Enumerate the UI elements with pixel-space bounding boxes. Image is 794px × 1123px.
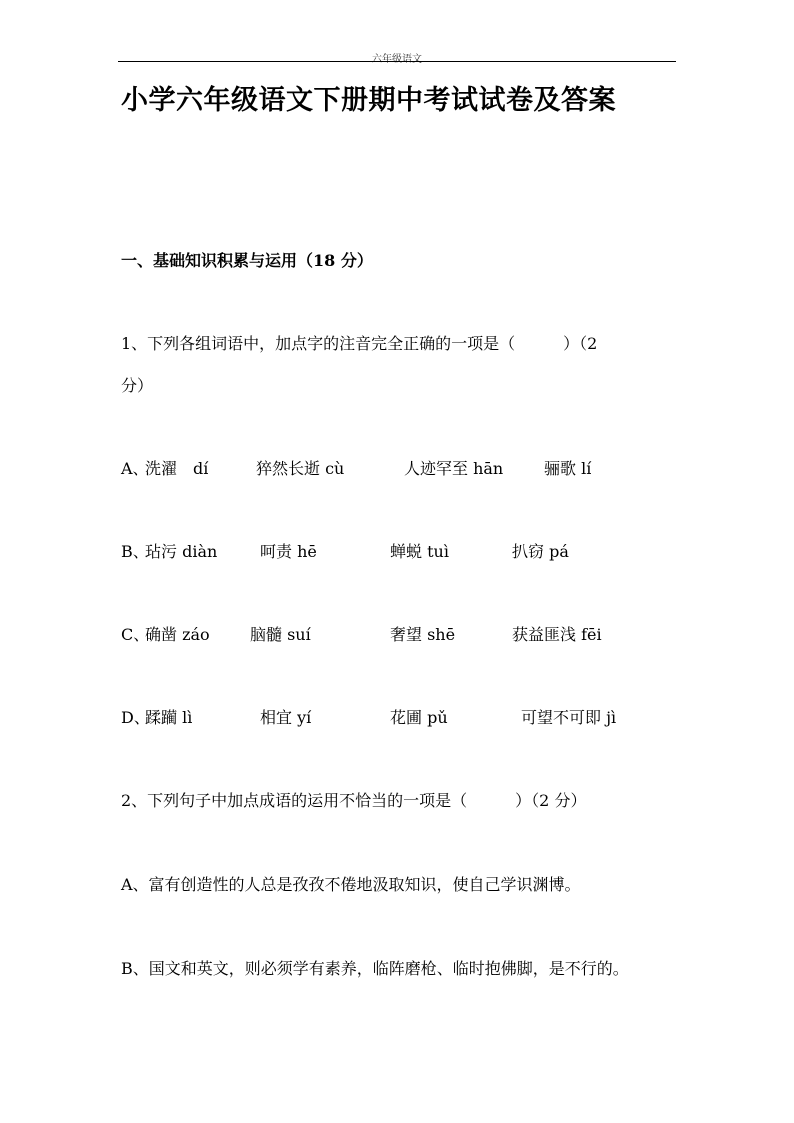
question-2-stem: 2、下列句子中加点成语的运用不恰当的一项是（ ）（2 分） xyxy=(121,791,587,810)
option-item: 人迹罕至 hān xyxy=(404,459,504,478)
header-rule xyxy=(118,61,676,62)
question-2-option-b: B、国文和英文，则必须学有素养，临阵磨枪、临时抱佛脚，是不行的。 xyxy=(121,959,629,978)
option-item: 确凿 záo xyxy=(145,625,210,644)
option-item: 蝉蜕 tuì xyxy=(390,542,449,561)
option-item: 呵责 hē xyxy=(260,542,317,561)
option-label: D、 xyxy=(121,708,150,727)
option-item: 猝然长逝 cù xyxy=(256,459,345,478)
option-item: 相宜 yí xyxy=(260,708,312,727)
option-item: 洗濯 dí xyxy=(145,459,209,478)
option-label: C、 xyxy=(121,625,150,644)
option-item: 玷污 diàn xyxy=(145,542,218,561)
option-item: 花圃 pǔ xyxy=(390,708,448,727)
option-item: 蹂躏 lì xyxy=(145,708,193,727)
option-item: 扒窃 pá xyxy=(512,542,569,561)
question-1-stem: 1、下列各组词语中，加点字的注音完全正确的一项是（ ）（2 xyxy=(121,334,598,353)
question-2-option-a: A、富有创造性的人总是孜孜不倦地汲取知识，使自己学识渊博。 xyxy=(121,875,581,894)
page-title: 小学六年级语文下册期中考试试卷及答案 xyxy=(121,85,616,116)
question-1-stem-continued: 分） xyxy=(121,376,154,395)
option-item: 脑髓 suí xyxy=(250,625,311,644)
page-header: 六年级语文 xyxy=(372,54,422,65)
option-item: 获益匪浅 fēi xyxy=(512,625,602,644)
option-label: A、 xyxy=(121,459,149,478)
option-item: 可望不可即 jì xyxy=(521,708,617,727)
option-label: B、 xyxy=(121,542,149,561)
option-item: 奢望 shē xyxy=(390,625,456,644)
section-heading: 一、基础知识积累与运用（18 分） xyxy=(121,251,373,270)
option-item: 骊歌 lí xyxy=(544,459,592,478)
